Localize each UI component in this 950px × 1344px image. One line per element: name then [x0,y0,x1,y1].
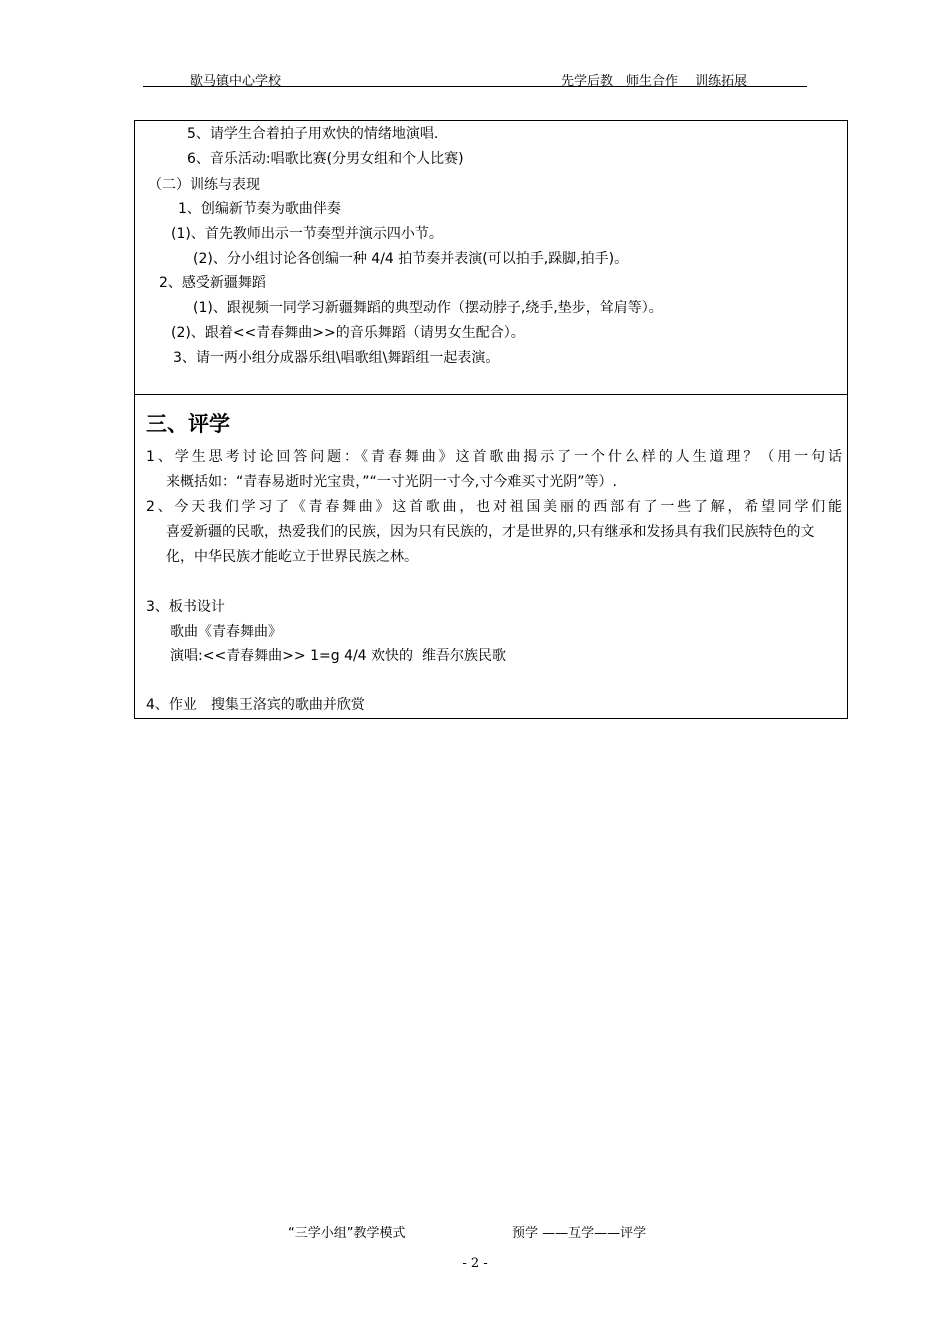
school-name: 歇马镇中心学校 [190,74,282,89]
evaluation-item-1 [146,445,842,495]
list-item: 5、请学生合着拍子用欢快的情绪地演唱. [187,126,439,142]
subsection-heading: （二）训练与表现 [148,177,260,193]
list-item: 1、创编新节奏为歌曲伴奏 [178,201,341,217]
board-design-title: 3、板书设计 [146,599,225,615]
evaluation-item-2 [146,495,842,570]
list-item: 2、感受新疆舞蹈 [159,275,266,291]
paragraph-text: 喜爱新疆的民歌，热爱我们的民族，因为只有民族的，才是世界的,只有继承和发扬具有我们民族特色的文化，中华民族才能屹立于世界民族之林。 [166,524,815,565]
paragraph-line: 2、今天我们学习了《青春舞曲》这首歌曲，也对祖国美丽的西部有了一些了解，希望同学们能 [146,499,842,515]
list-item: (1)、跟视频一同学习新疆舞蹈的典型动作（摆动脖子,绕手,垫步，耸肩等）。 [193,300,663,316]
list-item: (1)、首先教师出示一节奏型并演示四小节。 [171,226,443,242]
paragraph-line: 1、学生思考讨论回答问题：《青春舞曲》这首歌曲揭示了一个什么样的人生道理？（用一句话 [146,449,842,465]
header-motto: 先学后教 师生合作 训练拓展 [561,74,748,89]
header-rule [143,86,807,87]
list-item: 6、音乐活动:唱歌比赛(分男女组和个人比赛) [187,151,464,167]
board-line: 演唱:<<青春舞曲>> 1=g 4/4 欢快的 维吾尔族民歌 [170,648,506,664]
homework: 4、作业 搜集王洛宾的歌曲并欣赏 [146,697,365,713]
list-item: (2)、分小组讨论各创编一种 4/4 拍节奏并表演(可以拍手,跺脚,拍手)。 [193,251,629,267]
paragraph-line: 来概括如：“青春易逝时光宝贵，”“一寸光阴一寸今,寸今难买寸光阴”等）. [166,474,617,490]
list-item: (2)、跟着<<青春舞曲>>的音乐舞蹈（请男女生配合）。 [171,325,525,341]
footer-steps: 预学 ——互学——评学 [512,1226,647,1241]
board-line: 歌曲《青春舞曲》 [170,624,282,640]
list-item: 3、请一两小组分成器乐组\唱歌组\舞蹈组一起表演。 [173,350,500,366]
section-title: 三、评学 [146,412,230,436]
page-number: - 2 - [462,1256,488,1271]
footer-model: “三学小组”教学模式 [288,1226,406,1241]
